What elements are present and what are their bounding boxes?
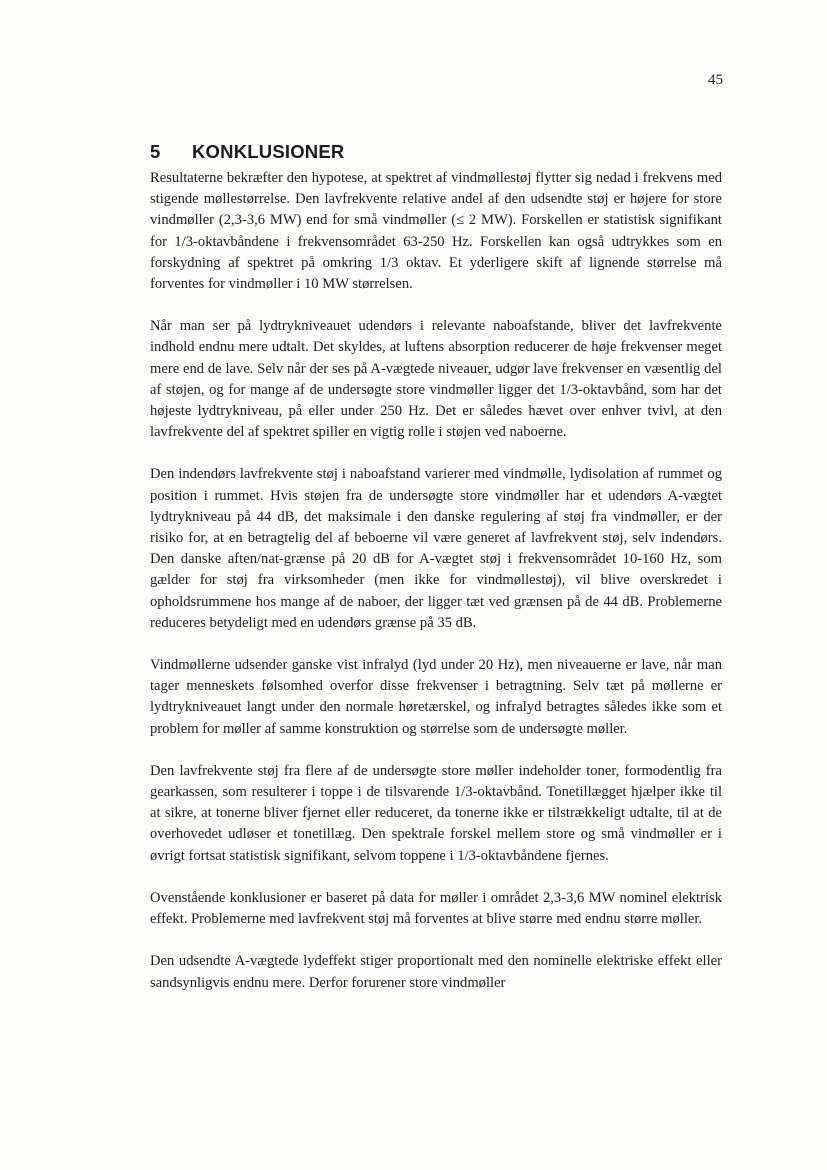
section-heading [150,141,344,163]
paragraph: Ovenstående konklusioner er baseret på data for møller i området 2,3-3,6 MW nominel elektrisk effekt. Problemerne med lavfrekvent støj må forventes at blive større med endnu større møller. [150,889,722,928]
body-text [150,168,722,994]
paragraph: Resultaterne bekræfter den hypotese, at spektret af vindmøllestøj flytter sig nedad i frekvens med stigende møllestørrelse. Den lavfrekvente relative andel af den udsendte støj er højere for store vindmøller (2,3-3,6 MW) end for små vindmøller (≤ 2 MW). Forskellen er statistisk signifikant for 1/3-oktavbåndene i frekvensområdet 63-250 Hz. Forskellen kan også udtrykkes som en forskydning af spektret på omkring 1/3 oktav. Et yderligere skift af lignende størrelse må forventes for vindmøller i 10 MW størrelsen. [150,170,722,293]
paragraph: Den indendørs lavfrekvente støj i naboafstand varierer med vindmølle, lydisolation af rummet og position i rummet. Hvis støjen fra de undersøgte store vindmøller har et udendørs A-vægtet lydtrykniveau på 44 dB, det maksimale i den danske regulering af støj fra vindmøller, er der risiko for, at en betragtelig del af beboerne vil være generet af lavfrekvent støj, selv indendørs. Den danske aften/nat-grænse på 20 dB for A-vægtet støj i frekvensområdet 10-160 Hz, som gælder for støj fra virksomheder (men ikke for vindmøllestøj), vil blive overskredet i opholdsrummene hos mange af de naboer, der ligger tæt ved grænsen på de 44 dB. Problemerne reduceres betydeligt med en udendørs grænse på 35 dB. [150,466,722,631]
section-number: 5 [150,141,161,162]
paragraph: Den lavfrekvente støj fra flere af de undersøgte store møller indeholder toner, formodentlig fra gearkassen, som resulterer i toppe i de tilsvarende 1/3-oktavbånd. Tonetillægget hjælper ikke til at sikre, at tonerne bliver fjernet eller reduceret, da tonerne ikke er tilstrækkeligt udtalte, til at de overhovedet udløser et tonetillæg. Den spektrale forskel mellem store og små vindmøller er i øvrigt fortsat statistisk signifikant, selvom toppene i 1/3-oktavbåndene fjernes. [150,762,722,864]
page-number: 45 [708,72,723,88]
section-title: KONKLUSIONER [192,141,345,162]
paragraph: Vindmøllerne udsender ganske vist infralyd (lyd under 20 Hz), men niveauerne er lave, når man tager menneskets følsomhed overfor disse frekvenser i betragtning. Selv tæt på møllerne er lydtrykniveauet langt under den normale høretærskel, og infralyd betragtes således ikke som et problem for møller af samme konstruktion og størrelse som de undersøgte møller. [150,657,722,737]
paragraph: Den udsendte A-vægtede lydeffekt stiger proportionalt med den nominelle elektriske effekt eller sandsynligvis endnu mere. Derfor forurener store vindmøller [150,953,722,991]
paragraph: Når man ser på lydtrykniveauet udendørs i relevante naboafstande, bliver det lavfrekvente indhold endnu mere udtalt. Det skyldes, at luftens absorption reducerer de høje frekvenser meget mere end de lave. Selv når der ses på A-vægtede niveauer, udgør lave frekvenser en væsentlig del af støjen, og for mange af de undersøgte store vindmøller ligger det 1/3-oktavbånd, som har det højeste lydtrykniveau, på eller under 250 Hz. Det er således hævet over enhver tvivl, at den lavfrekvente del af spektret spiller en vigtig rolle i støjen ved naboerne. [150,318,722,441]
